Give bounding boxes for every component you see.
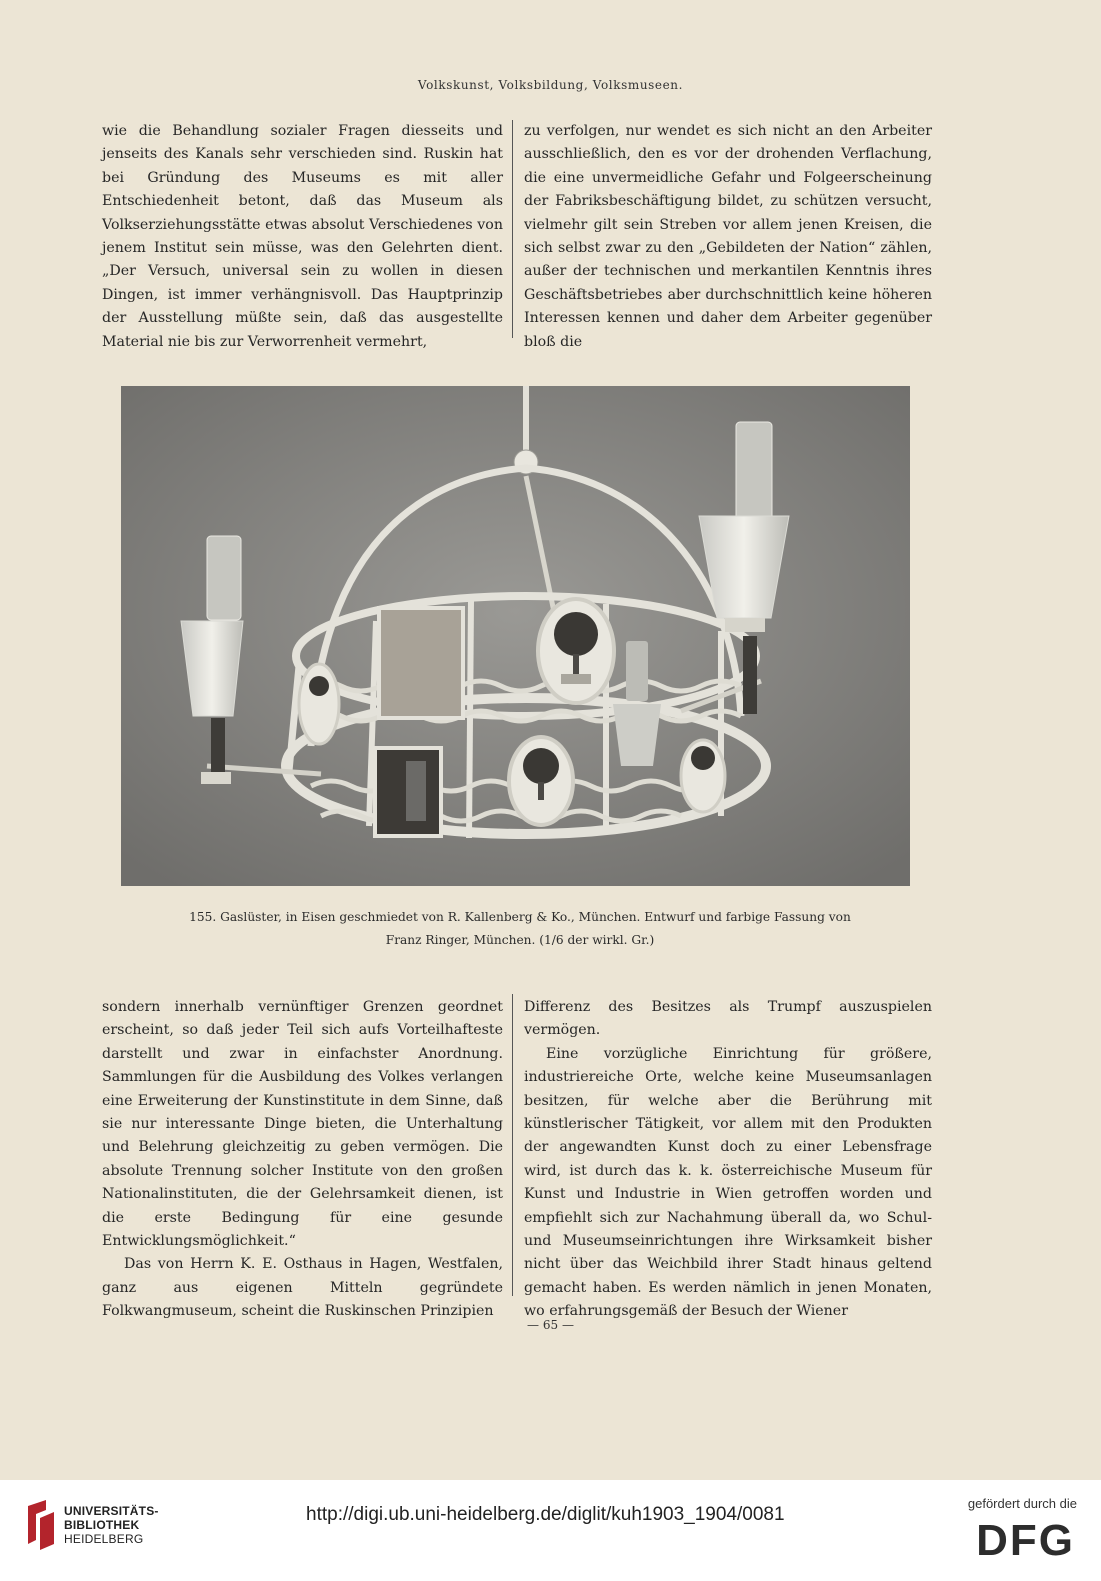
library-name	[64, 1504, 159, 1546]
chandelier-photograph	[121, 386, 910, 886]
text-column-right-top	[524, 120, 932, 354]
funded-by-label: gefördert durch die	[967, 1496, 1077, 1511]
paragraph: Differenz des Besitzes als Trumpf auszuspielen vermögen.	[524, 999, 932, 1039]
text-column-right-bottom	[524, 996, 932, 1324]
paragraph: wie die Behandlung sozialer Fragen diesseits und jenseits des Kanals sehr verschieden sind. Ruskin hat bei Gründung des Museums es mit aller Entschiedenheit betont, daß das Museum als Volkserziehungsstätte etwas absolut Verschiedenes von jenem Institut sein müsse, was den Gelehrten dient. „Der Versuch, universal sein zu wollen in diesen Dingen, ist immer verhängnisvoll. Das Hauptprinzip der Ausstellung müßte sein, daß das ausgestellte Material nie bis zur Verworrenheit vermehrt,	[102, 123, 503, 350]
column-rule	[512, 994, 513, 1296]
caption-line: Franz Ringer, München. (1/6 der wirkl. Gr.)	[385, 933, 655, 947]
caption-line: 155. Gaslüster, in Eisen geschmiedet von R. Kallenberg & Ko., München. Entwurf und farbige Fassung von	[189, 910, 851, 924]
column-rule	[512, 120, 513, 338]
running-head: Volkskunst, Volksbildung, Volksmuseen.	[417, 78, 684, 92]
university-library-logo-icon	[24, 1500, 58, 1550]
text-column-left-bottom	[102, 996, 503, 1324]
dfg-logo: DFG	[976, 1516, 1075, 1565]
text-column-left-top	[102, 120, 503, 354]
gas-chandelier-illustration	[121, 386, 910, 886]
library-name-line: BIBLIOTHEK	[64, 1518, 140, 1532]
figure-caption	[130, 906, 910, 952]
digitization-footer	[0, 1480, 1101, 1581]
library-name-line: UNIVERSITÄTS-	[64, 1504, 159, 1518]
paragraph: zu verfolgen, nur wendet es sich nicht an den Arbeiter ausschließlich, den es vor der drohenden Verflachung, die eine unvermeidliche Gefahr und Folgeerscheinung der Fabriksbeschäftigung bildet, zu schützen versucht, vielmehr gilt sein Streben vor allem jenen Kreisen, die sich selbst zwar zu den „Gebildeten der Nation“ zählen, außer der technischen und merkantilen Kenntnis ihres Geschäftsbetriebes aber durchschnittlich keine höheren Interessen kennen und daher dem Arbeiter gegenüber bloß die	[524, 123, 932, 350]
paragraph: Das von Herrn K. E. Osthaus in Hagen, Westfalen, ganz aus eigenen Mitteln gegründete Folkwangmuseum, scheint die Ruskinschen Prinzipien	[102, 1256, 503, 1320]
permalink-url[interactable]: http://digi.ub.uni-heidelberg.de/diglit/kuh1903_1904/0081	[306, 1504, 785, 1525]
page-number: — 65 —	[527, 1318, 574, 1332]
paragraph: Eine vorzügliche Einrichtung für größere, industriereiche Orte, welche keine Museumsanlagen besitzen, für welche aber die Berührung mit künstlerischer Tätigkeit, vor allem mit den Produkten der angewandten Kunst doch zu einer Lebensfrage wird, ist durch das k. k. österreichische Museum für Kunst und Industrie in Wien getroffen worden und empfiehlt sich zur Nachahmung überall da, wo Schul- und Museumseinrichtungen ihre Wirksamkeit bisher nicht über das Weichbild ihrer Stadt hinaus geltend gemacht haben. Es werden nämlich in jenen Monaten, wo erfahrungsgemäß der Besuch der Wiener	[524, 1045, 932, 1320]
library-name-line: HEIDELBERG	[64, 1532, 144, 1546]
paragraph: sondern innerhalb vernünftiger Grenzen geordnet erscheint, so daß jeder Teil sich aufs Vorteilhafteste darstellt und zwar in einfachster Anordnung. Sammlungen für die Ausbildung des Volkes verlangen eine Erweiterung der Kunstinstitute in dem Sinne, daß sie nur interessante Dinge bieten, die Unterhaltung und Belehrung gleichzeitig zu geben vermögen. Die absolute Trennung solcher Institute von den großen Nationalinstituten, die der Gelehrsamkeit dienen, ist die erste Bedingung für eine gesunde Entwicklungsmöglichkeit.“	[102, 999, 503, 1250]
